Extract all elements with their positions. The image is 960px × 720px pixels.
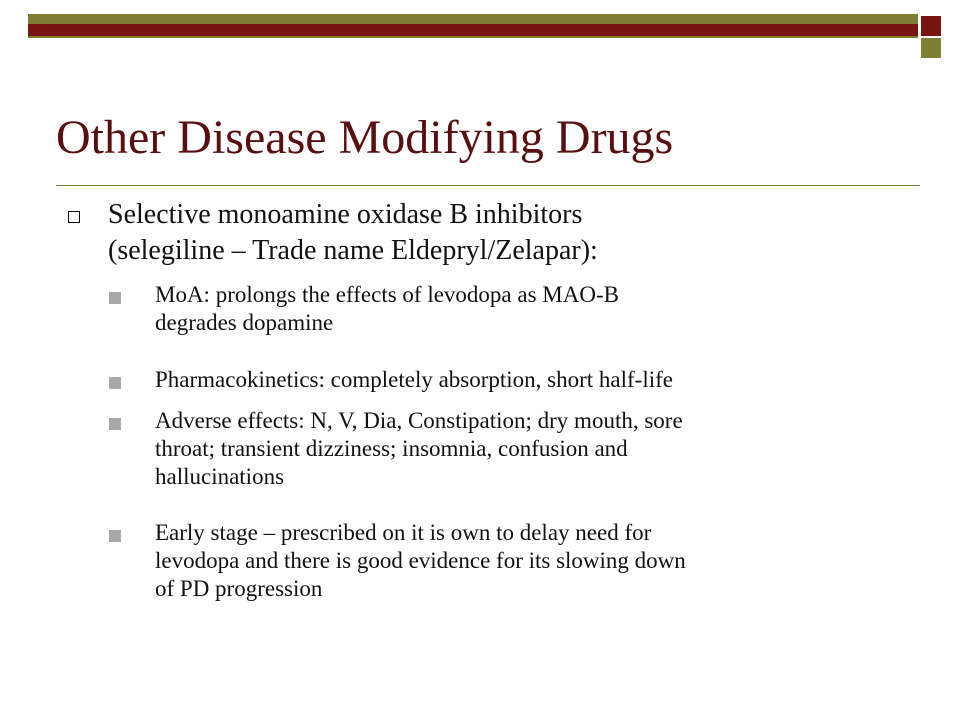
sub-bullet-line: MoA: prolongs the effects of levodopa as MAO-B — [155, 282, 619, 307]
main-bullet-line: Selective monoamine oxidase B inhibitors — [108, 199, 583, 230]
header-bar-red — [28, 24, 918, 36]
sub-bullet-text — [155, 519, 915, 603]
sub-bullet-text — [155, 407, 915, 491]
sub-bullet-line: throat; transient dizziness; insomnia, confusion and — [155, 436, 628, 461]
header-square-red — [921, 16, 941, 36]
header-decoration — [0, 0, 960, 60]
sub-bullet-line: Pharmacokinetics: completely absorption, short half-life — [155, 367, 673, 392]
sub-bullet-line: of PD progression — [155, 576, 323, 601]
square-bullet-icon — [68, 211, 80, 223]
sub-bullet-text — [155, 281, 915, 337]
sub-bullet-line: degrades dopamine — [155, 310, 334, 335]
main-bullet-text — [108, 197, 868, 269]
filled-square-bullet-icon — [109, 377, 121, 389]
filled-square-bullet-icon — [109, 418, 121, 430]
filled-square-bullet-icon — [109, 292, 121, 304]
header-square-olive — [921, 38, 941, 58]
sub-bullet-text — [155, 366, 915, 394]
main-bullet-line: (selegiline – Trade name Eldepryl/Zelapar): — [108, 235, 598, 266]
filled-square-bullet-icon — [109, 530, 121, 542]
sub-bullet-line: Adverse effects: N, V, Dia, Constipation; dry mouth, sore — [155, 408, 683, 433]
sub-bullet-line: levodopa and there is good evidence for its slowing down — [155, 548, 686, 573]
slide-title: Other Disease Modifying Drugs — [56, 111, 674, 164]
sub-bullet-line: hallucinations — [155, 464, 285, 489]
title-underline — [56, 185, 920, 186]
sub-bullet-line: Early stage – prescribed on it is own to delay need for — [155, 520, 652, 545]
